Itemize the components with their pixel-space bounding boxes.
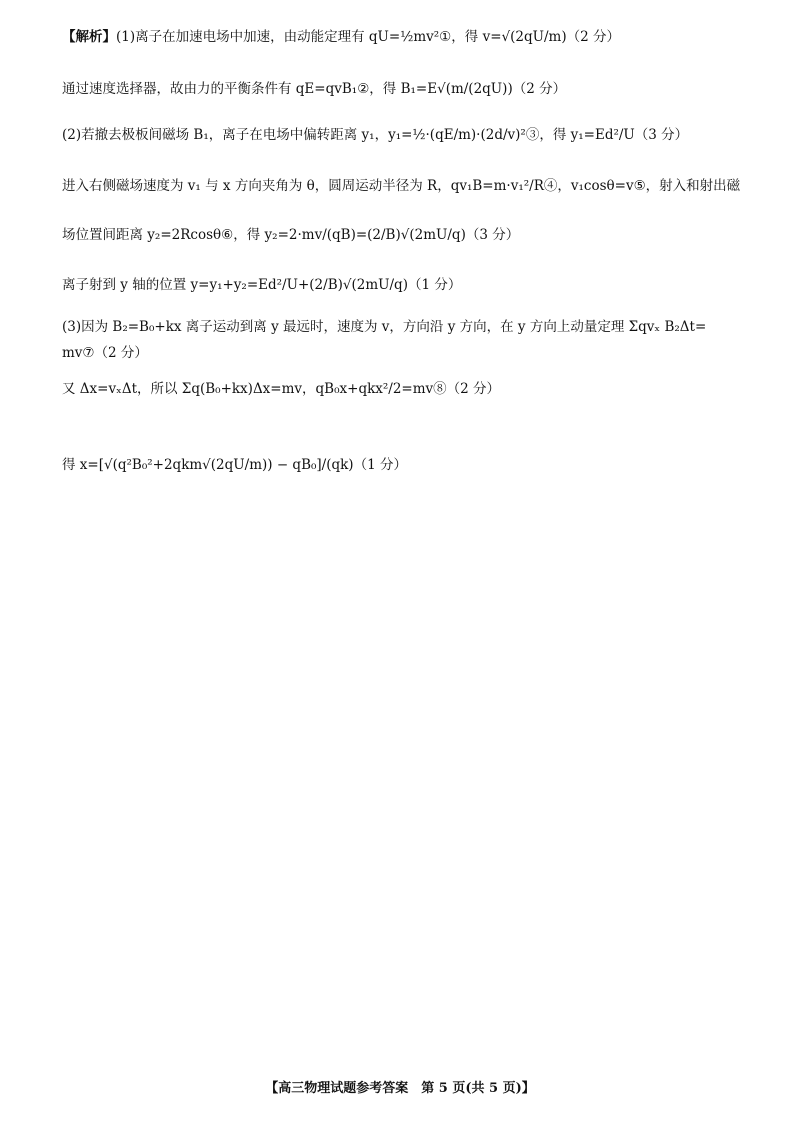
solution-line-4: 进入右侧磁场速度为 v₁ 与 x 方向夹角为 θ，圆周运动半径为 R，qv₁B=m·v₁²/R④，v₁cosθ=v⑤，射入和射出磁 (62, 178, 741, 194)
solution-line-3: (2)若撤去极板间磁场 B₁，离子在电场中偏转距离 y₁，y₁=½·(qE/m)·(2d/v)²③，得 y₁=Ed²/U（3 分） (62, 127, 689, 143)
solution-line-6: 离子射到 y 轴的位置 y=y₁+y₂=Ed²/U+(2/B)√(2mU/q)（1 分） (62, 277, 462, 293)
solution-line-9: 又 Δx=vₓΔt，所以 Σq(B₀+kx)Δx=mv，qB₀x+qkx²/2=mv⑧（2 分） (62, 381, 501, 397)
solution-line-2: 通过速度选择器，故由力的平衡条件有 qE=qvB₁②，得 B₁=E√(m/(2qU))（2 分） (62, 81, 567, 97)
solution-line-5: 场位置间距离 y₂=2Rcosθ⑥，得 y₂=2·mv/(qB)=(2/B)√(2mU/q)（3 分） (62, 227, 520, 243)
solution-line-7: (3)因为 B₂=B₀+kx 离子运动到离 y 最远时，速度为 v，方向沿 y 方向，在 y 方向上动量定理 Σqvₓ B₂Δt= (62, 319, 707, 335)
solution-line-8: mv⑦（2 分） (62, 345, 148, 361)
line-1-text: (1)离子在加速电场中加速，由动能定理有 qU=½mv²①，得 v=√(2qU/m)（2 分） (116, 29, 620, 45)
analysis-tag: 【解析】 (62, 29, 116, 45)
solution-line-1 (62, 28, 620, 46)
page-footer: 【高三物理试题参考答案 第 5 页(共 5 页)】 (265, 1081, 535, 1096)
solution-line-10: 得 x=[√(q²B₀²+2qkm√(2qU/m)) − qB₀]/(qk)（1 分） (62, 457, 407, 473)
